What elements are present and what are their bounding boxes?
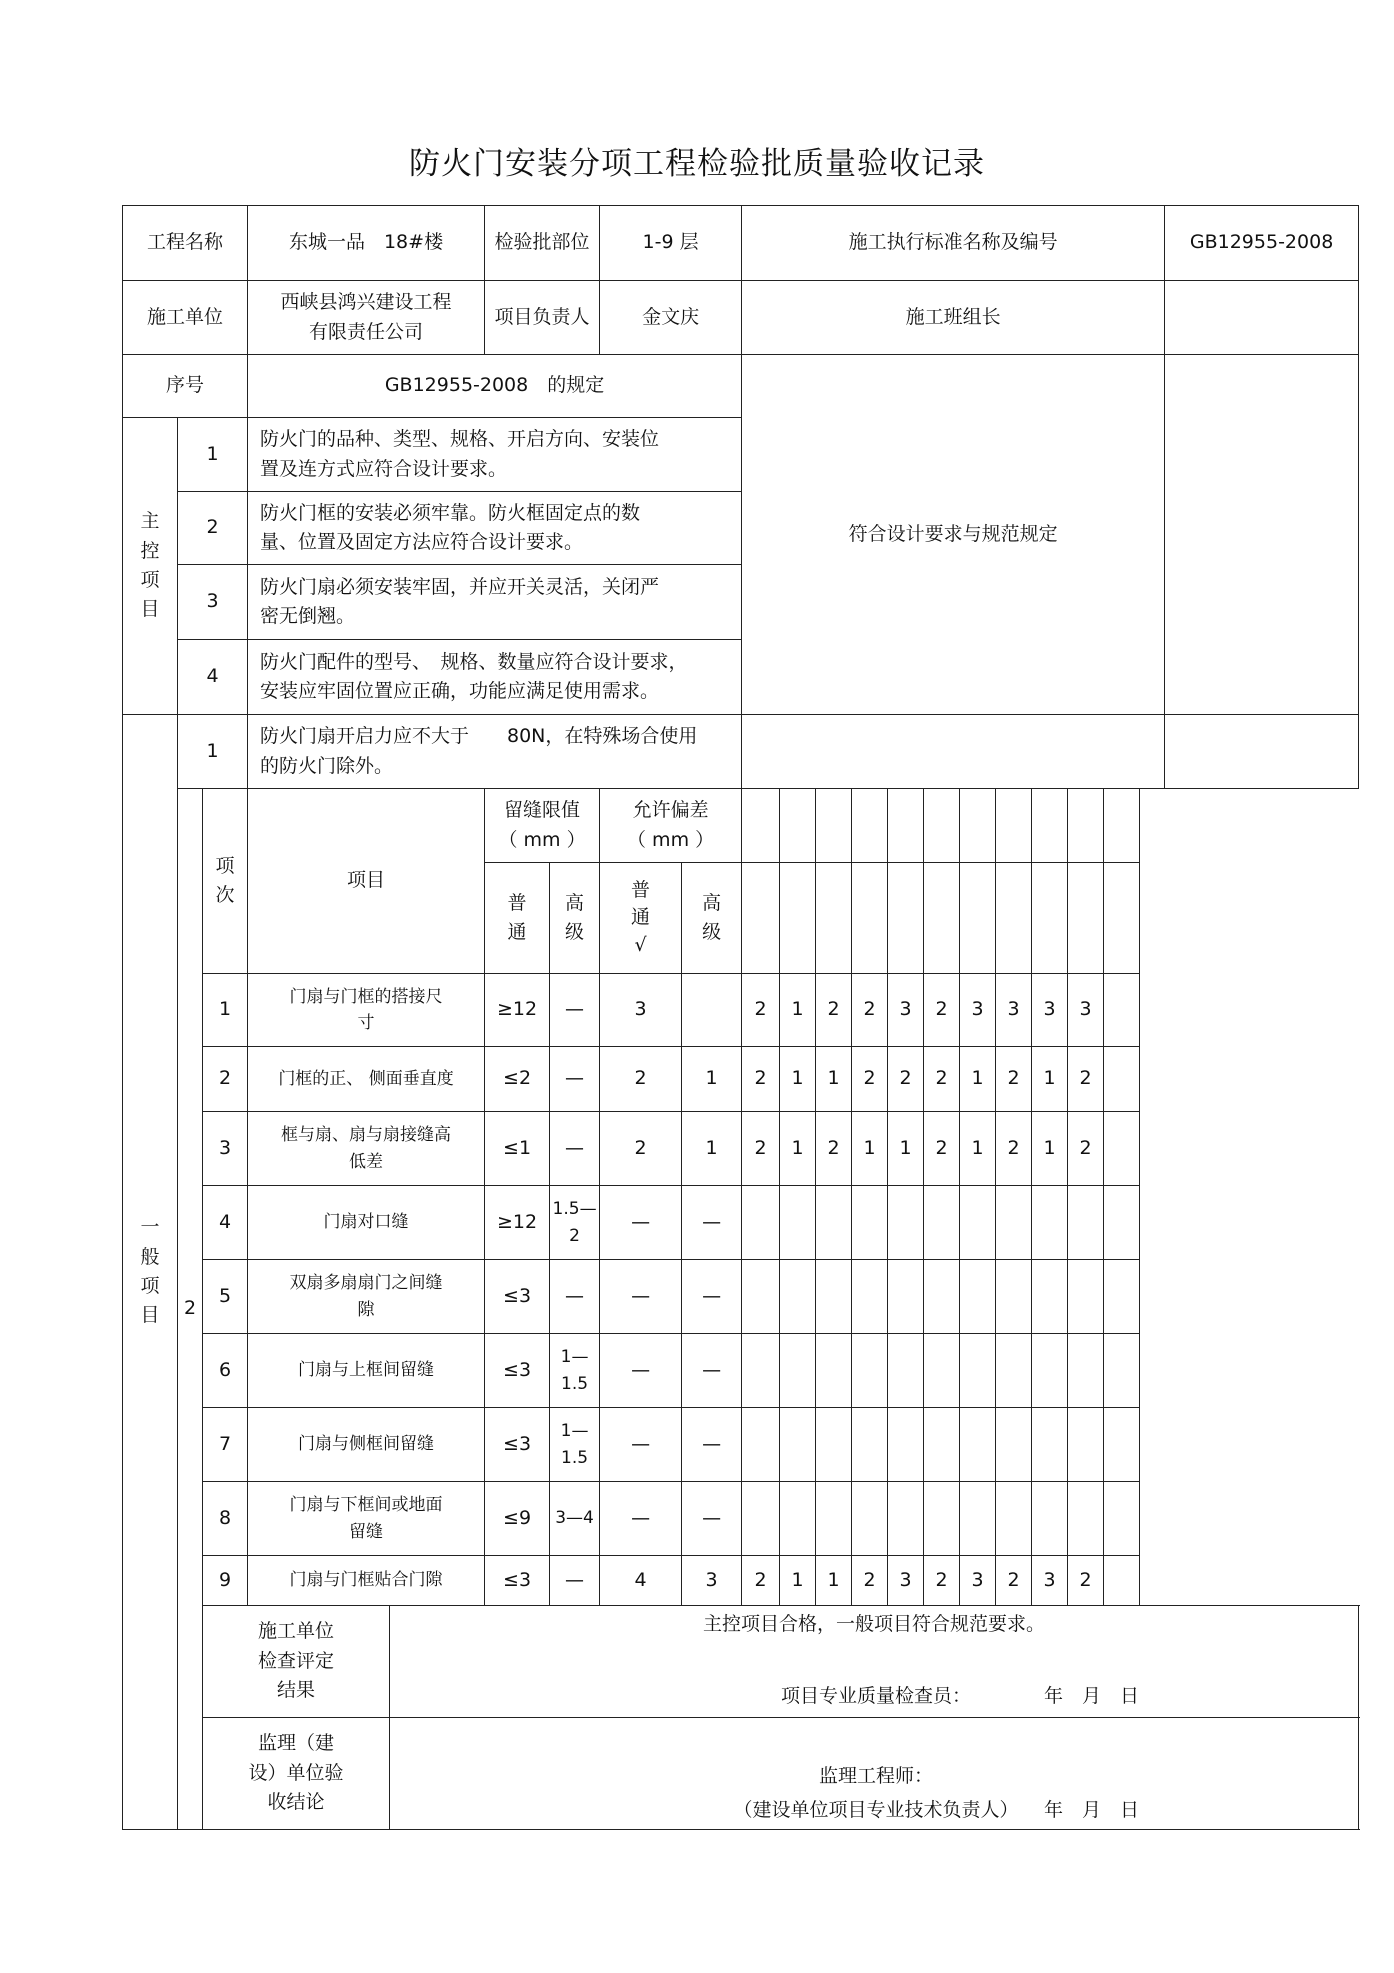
contractor-label: 施工单位 — [123, 281, 248, 355]
general-item2-no: 2 — [178, 789, 203, 1830]
measure-cell — [816, 789, 852, 863]
table-row: 8 门扇与下框间或地面 留缝 ≤9 3—4 — — — [123, 1482, 1359, 1556]
col-item-header: 项目 — [248, 789, 485, 974]
inspector-label: 项目专业质量检查员： — [781, 1685, 972, 1707]
main-item-no: 4 — [178, 640, 248, 715]
engineer-label: 监理工程师： — [819, 1765, 934, 1787]
measure-cell — [924, 789, 960, 863]
main-item-text: 防火门扇必须安装牢固，并应开关灵活，关闭严 密无倒翘。 — [248, 565, 742, 640]
table-row: 2 门框的正、 侧面垂直度 ≤2 — 2 1 2 1 1 2 2 2 1 2 1 2 — [123, 1047, 1359, 1112]
supervisor-label: 监理（建 设）单位验 收结论 — [203, 1718, 390, 1830]
table-row: 4 门扇对口缝 ≥12 1.5— 2 — — — [123, 1186, 1359, 1260]
general-label: 一 般 项 目 — [123, 715, 178, 1830]
sub-normal-gap: 普 通 — [485, 863, 550, 974]
table-row: 1 门扇与门框的搭接尺 寸 ≥12 — 3 2 1 2 2 3 2 3 3 3 3 — [123, 974, 1359, 1047]
inspector-date: 年 月 日 — [1044, 1685, 1140, 1707]
main-control-extra — [1165, 355, 1359, 715]
row-extra — [1104, 789, 1140, 863]
main-item-text: 防火门的品种、类型、规格、开启方向、安装位 置及连方式应符合设计要求。 — [248, 418, 742, 492]
batch-location-value: 1-9 层 — [600, 206, 742, 281]
measure-cell — [1032, 789, 1068, 863]
measure-cell — [742, 789, 780, 863]
measure-cell — [780, 863, 816, 974]
standard-label: 施工执行标准名称及编号 — [742, 206, 1165, 281]
main-control-result: 符合设计要求与规范规定 — [742, 355, 1165, 715]
general-item1-extra — [1165, 715, 1359, 789]
table-row: 9 门扇与门框贴合门隙 ≤3 — 4 3 2 1 1 2 3 2 3 2 3 2 — [123, 1556, 1359, 1606]
table-row: 6 门扇与上框间留缝 ≤3 1— 1.5 — — — [123, 1334, 1359, 1408]
measure-cell — [888, 863, 924, 974]
contractor-value-line-1: 西峡县鸿兴建设工程 — [280, 291, 452, 314]
main-item-text: 防火门配件的型号、 规格、数量应符合设计要求， 安装应牢固位置应正确，功能应满足使用需求。 — [248, 640, 742, 715]
measure-cell — [924, 863, 960, 974]
sub-high-dev: 高 级 — [682, 863, 742, 974]
manager-value: 金文庆 — [600, 281, 742, 355]
measure-cell — [960, 789, 996, 863]
col-gap-header: 留缝限值 （ mm ） — [485, 789, 600, 863]
owner-label: （建设单位项目专业技术负责人） — [733, 1799, 1019, 1821]
regulation-header: GB12955-2008 的规定 — [248, 355, 742, 418]
main-control-label: 主 控 项 目 — [123, 418, 178, 715]
supervisor-content — [390, 1718, 1359, 1830]
team-leader-label: 施工班组长 — [742, 281, 1165, 355]
main-item-no: 2 — [178, 492, 248, 565]
main-item-no: 1 — [178, 418, 248, 492]
contractor-value — [248, 281, 485, 355]
contractor-eval-content — [390, 1606, 1359, 1718]
main-item-no: 3 — [178, 565, 248, 640]
project-name-label: 工程名称 — [123, 206, 248, 281]
project-name-value: 东城一品 18#楼 — [248, 206, 485, 281]
inspection-form — [122, 205, 1359, 1830]
team-leader-value — [1165, 281, 1359, 355]
measure-cell — [742, 863, 780, 974]
table-row: 3 框与扇、扇与扇接缝高 低差 ≤1 — 2 1 2 1 2 1 1 2 1 2 1 2 — [123, 1112, 1359, 1186]
measure-cell — [1068, 789, 1104, 863]
measure-cell — [1032, 863, 1068, 974]
general-item1-text: 防火门扇开启力应不大于 80N，在特殊场合使用 的防火门除外。 — [248, 715, 742, 789]
measure-cell — [852, 863, 888, 974]
supervisor-date: 年 月 日 — [1044, 1799, 1140, 1821]
standard-value: GB12955-2008 — [1165, 206, 1359, 281]
sub-normal-dev: 普 通 √ — [600, 863, 682, 974]
table-row: 5 双扇多扇扇门之间缝 隙 ≤3 — — — — [123, 1260, 1359, 1334]
sub-high-gap: 高 级 — [550, 863, 600, 974]
batch-location-label: 检验批部位 — [485, 206, 600, 281]
table-row: 7 门扇与侧框间留缝 ≤3 1— 1.5 — — — [123, 1408, 1359, 1482]
general-item1-no: 1 — [178, 715, 248, 789]
contractor-eval-text: 主控项目合格，一般项目符合规范要求。 — [703, 1613, 1046, 1635]
measure-cell — [888, 789, 924, 863]
main-item-text: 防火门框的安装必须牢靠。防火框固定点的数 量、位置及固定方法应符合设计要求。 — [248, 492, 742, 565]
general-item1-result — [742, 715, 1165, 789]
measure-cell — [852, 789, 888, 863]
col-dev-header: 允许偏差 （ mm ） — [600, 789, 742, 863]
measure-cell — [1068, 863, 1104, 974]
measure-cell — [960, 863, 996, 974]
manager-label: 项目负责人 — [485, 281, 600, 355]
page-title: 防火门安装分项工程检验批质量验收记录 — [409, 146, 985, 182]
row-extra — [1104, 863, 1140, 974]
measure-cell — [996, 789, 1032, 863]
contractor-value-line-2: 有限责任公司 — [309, 320, 424, 343]
contractor-eval-label: 施工单位 检查评定 结果 — [203, 1606, 390, 1718]
measure-cell — [780, 789, 816, 863]
seq-header: 序号 — [123, 355, 248, 418]
col-seq-header: 项 次 — [203, 789, 248, 974]
measure-cell — [996, 863, 1032, 974]
measure-cell — [816, 863, 852, 974]
